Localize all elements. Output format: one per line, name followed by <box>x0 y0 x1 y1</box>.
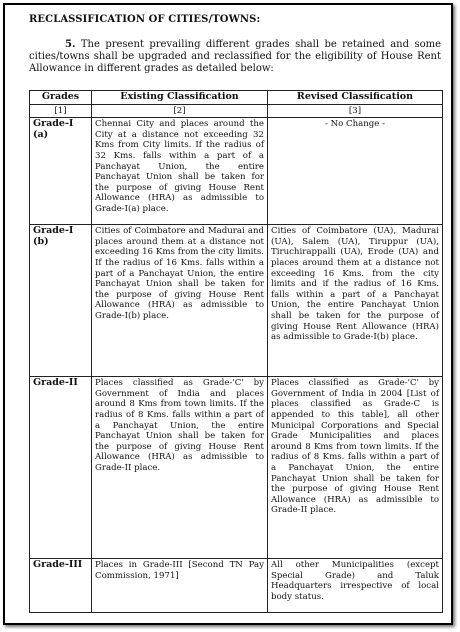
intro-text: The present prevailing different grades shall be retained and some cities/towns shall be upgraded and reclassified for the eligibility of House Rent Allowance in different grades as detailed below: <box>29 39 441 74</box>
header-existing: Existing Classification <box>92 91 268 105</box>
header-revised: Revised Classification <box>268 91 443 105</box>
header-row <box>30 91 443 105</box>
section-heading: RECLASSIFICATION OF CITIES/TOWNS: <box>29 14 261 25</box>
header-grades: Grades <box>30 91 92 105</box>
table-row <box>30 377 443 559</box>
revised-cell: All other Municipalities (except Special Grade) and Taluk Headquarters irrespective of local body status. <box>268 559 443 613</box>
table-row <box>30 225 443 377</box>
grade-cell: Grade-II <box>30 377 92 559</box>
table-row <box>30 118 443 225</box>
revised-cell: Cities of Coimbatore (UA), Madurai (UA), Salem (UA), Tiruppur (UA), Tiruchirappalli (UA), Erode (UA) and places around them at a distance not exceeding 16 Kms. from the city limits and if the radius of 16 Kms. falls within a part of a Panchayat Union, the entire Panchayat Union shall be taken for the purpose of giving House Rent Allowance (HRA) as admissible to Grade-I(b) place. <box>268 225 443 377</box>
grade-cell: Grade-I (a) <box>30 118 92 225</box>
classification-table <box>29 90 443 613</box>
grade-cell: Grade-III <box>30 559 92 613</box>
paragraph-number: 5. <box>65 39 76 50</box>
table-row <box>30 559 443 613</box>
intro-paragraph <box>29 39 441 75</box>
index-row <box>30 104 443 118</box>
index-cell: [3] <box>268 104 443 118</box>
index-cell: [2] <box>92 104 268 118</box>
grade-cell: Grade-I (b) <box>30 225 92 377</box>
revised-cell: Places classified as Grade-'C' by Government of India in 2004 [List of places classified as Grade-C is appended to this table], all other Municipal Corporations and Special Grade Municipalities and places around 8 Kms from town limits. If the radius of 8 Kms. falls within a part of a Panchayat Union, the entire Panchayat Union shall be taken for the purpose of giving House Rent Allowance (HRA) as admissible to Grade-II place. <box>268 377 443 559</box>
existing-cell: Cities of Coimbatore and Madurai and places around them at a distance not exceeding 16 Kms from the city limits. If the radius of 16 Kms. falls within a part of a Panchayat Union, the entire Panchayat Union shall be taken for the purpose of giving House Rent Allowance (HRA) as admissible to Grade-I(b) place. <box>92 225 268 377</box>
existing-cell: Chennai City and places around the City at a distance not exceeding 32 Kms from City limits. If the radius of 32 Kms. falls within a part of a Panchayat Union, the entire Panchayat Union shall be taken for the purpose of giving House Rent Allowance (HRA) as admissible to Grade-I(a) place. <box>92 118 268 225</box>
document-page <box>3 3 453 625</box>
index-cell: [1] <box>30 104 92 118</box>
revised-cell: - No Change - <box>268 118 443 225</box>
existing-cell: Places classified as Grade-'C' by Government of India and places around 8 Kms from town limits. If the radius of 8 Kms. falls within a part of a Panchayat Union, the entire Panchayat Union shall be taken for the purpose of giving House Rent Allowance (HRA) as admissible to Grade-II place. <box>92 377 268 559</box>
existing-cell: Places in Grade-III [Second TN Pay Commission, 1971] <box>92 559 268 613</box>
